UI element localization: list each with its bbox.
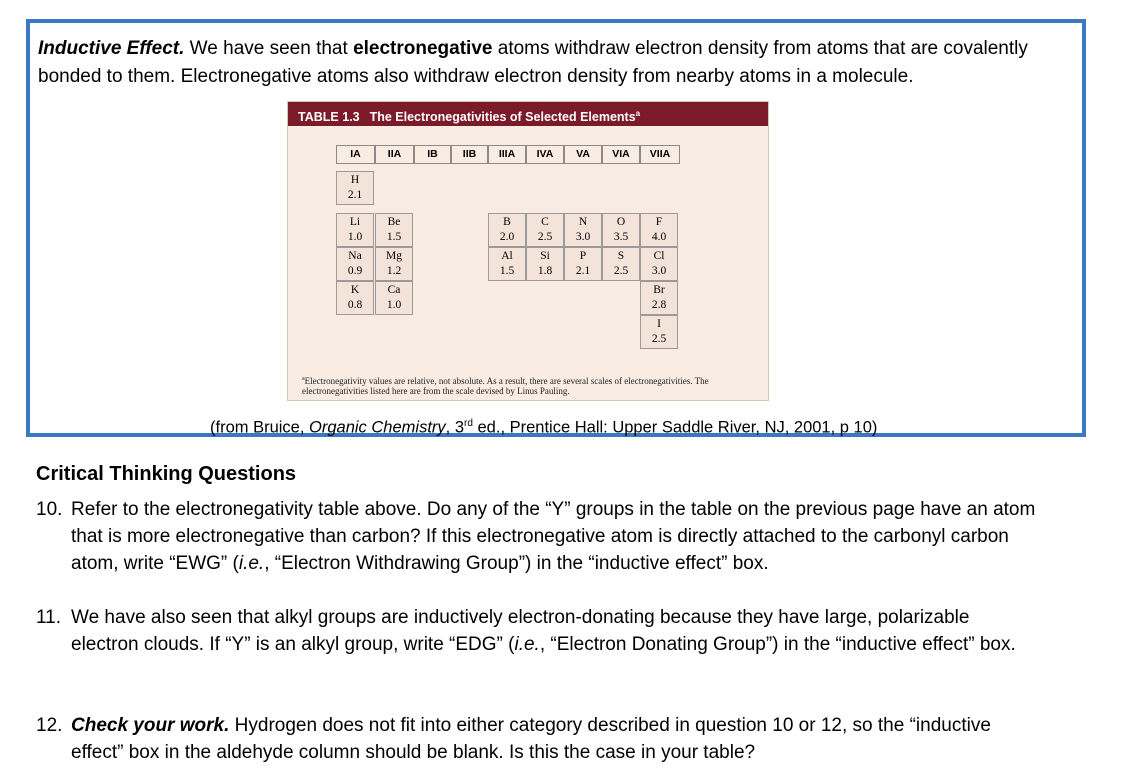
element-value: 0.8 — [347, 299, 363, 311]
element-symbol: I — [657, 318, 661, 330]
element-value: 3.0 — [575, 231, 591, 243]
q10-text-b: , “Electron Withdrawing Group”) in the “inductive effect” box. — [264, 553, 769, 574]
question-12 — [36, 712, 1036, 766]
element-symbol: Be — [387, 216, 401, 228]
element-value: 2.5 — [537, 231, 553, 243]
table-title-sup: a — [635, 109, 641, 118]
q10-ie: i.e. — [238, 553, 265, 574]
intro-text-1: We have seen that — [184, 38, 354, 59]
element-cell-be — [375, 213, 413, 247]
element-value: 3.0 — [651, 265, 667, 277]
element-cell-mg — [375, 247, 413, 281]
element-symbol: Ca — [387, 284, 401, 296]
element-symbol: F — [655, 216, 663, 228]
element-symbol: Si — [540, 250, 550, 262]
q10-text-a: Refer to the electronegativity table above. Do any of the “Y” groups in the table on the previous page have an atom that is more electronegative than carbon? If this electronegative atom is directly attached to the carbonyl carbon atom, write “EWG” ( — [71, 499, 1036, 574]
element-cell-s — [602, 247, 640, 281]
citation-edition: , 3 — [445, 418, 465, 437]
element-cell-ca — [375, 281, 413, 315]
element-value: 2.1 — [347, 189, 363, 201]
footnote-mark: a — [302, 376, 305, 382]
element-symbol: Al — [501, 250, 513, 262]
element-symbol: Br — [653, 284, 665, 296]
table-title-bar — [288, 102, 768, 126]
inductive-effect-box — [26, 19, 1086, 437]
q11-text-a: We have also seen that alkyl groups are inductively electron-donating because they have large, polarizable electron clouds. If “Y” is an alkyl group, write “EDG” ( — [71, 607, 970, 655]
element-value: 1.5 — [386, 231, 402, 243]
group-header: IIIA — [488, 145, 526, 164]
element-value: 0.9 — [347, 265, 363, 277]
intro-text-2: atoms withdraw electron density from atoms that are covalently bonded to them. Electronegative atoms also withdraw electron density from nearby atoms in a molecule. — [38, 38, 1028, 87]
intro-paragraph — [38, 35, 1084, 91]
element-value: 2.5 — [613, 265, 629, 277]
group-header: VIA — [602, 145, 640, 164]
intro-bold-word: electronegative — [353, 38, 493, 59]
table-title: The Electronegativities of Selected Elements — [369, 110, 636, 125]
question-10 — [36, 496, 1036, 577]
question-text — [36, 496, 1036, 577]
element-value: 1.0 — [347, 231, 363, 243]
question-text — [36, 712, 1036, 766]
citation-pre: (from Bruice, — [210, 418, 310, 437]
citation-post: ed., Prentice Hall: Upper Saddle River, NJ, 2001, p 10) — [472, 418, 878, 437]
source-citation — [210, 414, 877, 438]
question-11 — [36, 604, 1036, 658]
electronegativity-table-figure — [287, 101, 769, 401]
element-value: 4.0 — [651, 231, 667, 243]
element-cell-f — [640, 213, 678, 247]
element-cell-si — [526, 247, 564, 281]
group-header: IA — [336, 145, 375, 164]
q12-lead: Check your work. — [71, 715, 230, 736]
element-value: 2.5 — [651, 333, 667, 345]
group-header: IB — [414, 145, 451, 164]
group-header: IIA — [375, 145, 414, 164]
intro-heading: Inductive Effect. — [38, 38, 185, 59]
group-header: VIIA — [640, 145, 680, 164]
element-value: 1.0 — [386, 299, 402, 311]
element-value: 1.8 — [537, 265, 553, 277]
element-symbol: N — [578, 216, 588, 228]
question-text — [36, 604, 1036, 658]
q12-text: Hydrogen does not fit into either category described in question 10 or 12, so the “inductive effect” box in the aldehyde column should be blank. Is this the case in your table? — [71, 715, 991, 763]
question-number: 10. — [36, 499, 63, 520]
element-value: 2.0 — [499, 231, 515, 243]
element-cell-i — [640, 315, 678, 349]
element-symbol: K — [350, 284, 360, 296]
element-value: 2.8 — [651, 299, 667, 311]
element-symbol: H — [350, 174, 360, 186]
element-value: 2.1 — [575, 265, 591, 277]
element-cell-n — [564, 213, 602, 247]
element-cell-h — [336, 171, 374, 205]
element-cell-li — [336, 213, 374, 247]
element-value: 1.5 — [499, 265, 515, 277]
element-cell-cl — [640, 247, 678, 281]
q11-text-b: , “Electron Donating Group”) in the “inductive effect” box. — [539, 634, 1016, 655]
element-symbol: O — [616, 216, 626, 228]
element-symbol: Cl — [653, 250, 665, 262]
element-cell-na — [336, 247, 374, 281]
element-cell-c — [526, 213, 564, 247]
element-symbol: S — [617, 250, 625, 262]
question-number: 12. — [36, 715, 63, 736]
group-header: VA — [564, 145, 602, 164]
q11-ie: i.e. — [514, 634, 540, 655]
element-value: 3.5 — [613, 231, 629, 243]
footnote-text: Electronegativity values are relative, not absolute. As a result, there are several scales of electronegativities. The electronegativities listed here are from the scale devised by Linus Pauling. — [302, 376, 709, 396]
element-symbol: Mg — [386, 250, 402, 262]
element-symbol: B — [503, 216, 511, 228]
citation-sup: rd — [464, 418, 473, 429]
group-header: IIB — [451, 145, 488, 164]
element-symbol: Na — [348, 250, 362, 262]
element-value: 1.2 — [386, 265, 402, 277]
element-cell-b — [488, 213, 526, 247]
element-symbol: P — [579, 250, 587, 262]
element-cell-o — [602, 213, 640, 247]
table-footnote — [302, 374, 762, 396]
element-symbol: Li — [349, 216, 361, 228]
citation-book: Organic Chemistry — [309, 418, 446, 437]
element-cell-k — [336, 281, 374, 315]
table-number: TABLE 1.3 — [298, 110, 360, 125]
question-number: 11. — [36, 607, 62, 628]
element-symbol: C — [541, 216, 549, 228]
element-cell-al — [488, 247, 526, 281]
element-cell-br — [640, 281, 678, 315]
element-cell-p — [564, 247, 602, 281]
group-header: IVA — [526, 145, 564, 164]
critical-thinking-title: Critical Thinking Questions — [36, 463, 297, 485]
